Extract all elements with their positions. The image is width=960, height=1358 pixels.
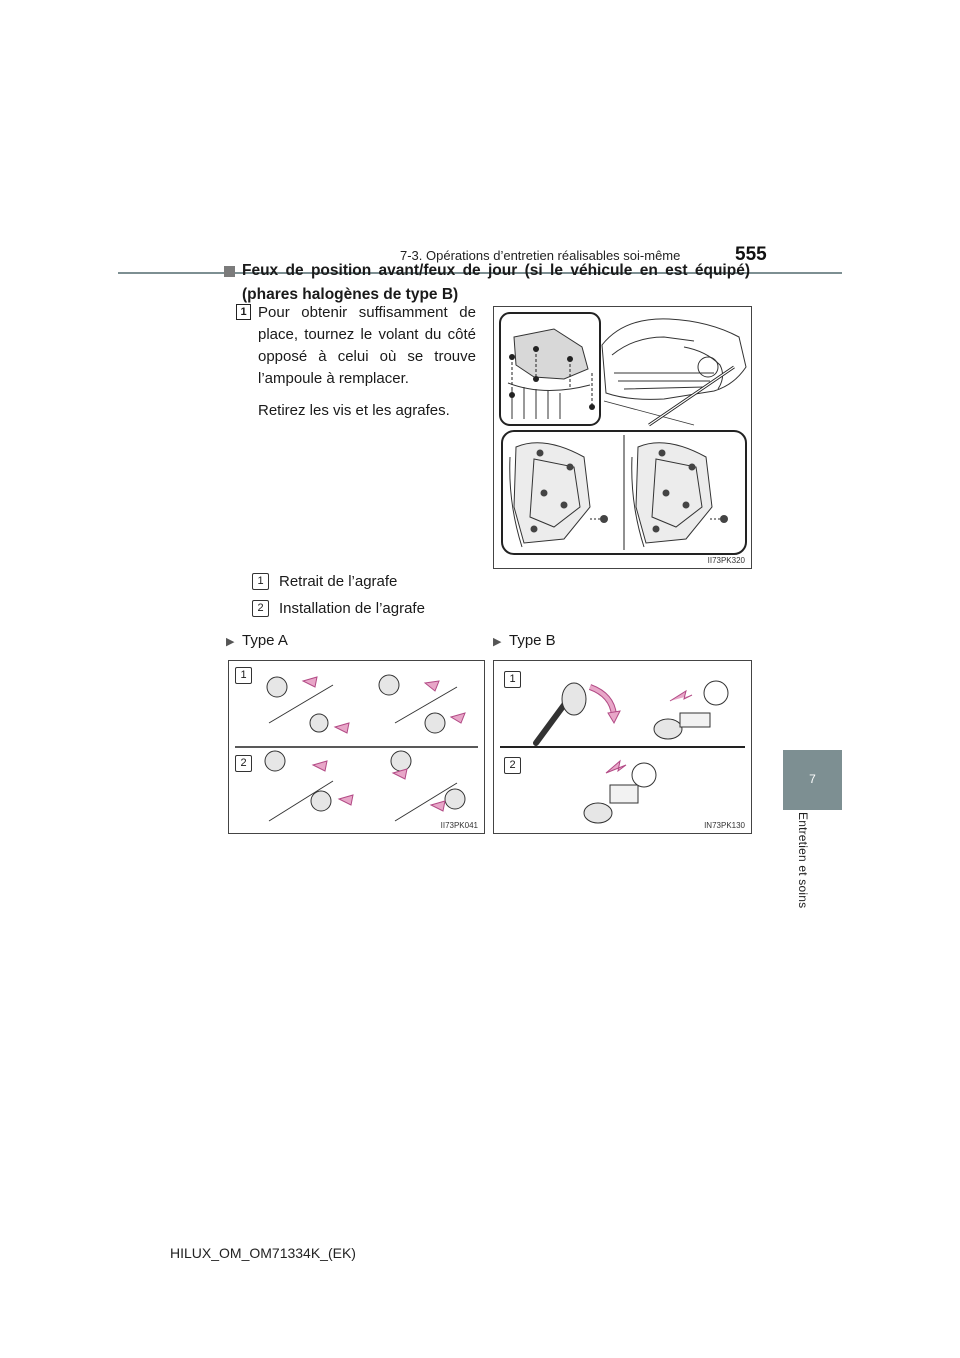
section-title: 7-3. Opérations d’entretien réalisables soi-même (400, 248, 681, 263)
step-badge: 1 (236, 304, 251, 320)
arrow-right-icon: ▶ (493, 636, 502, 648)
heading-bullet-icon (224, 266, 235, 277)
type-a-label: Type A (242, 632, 288, 649)
page-number: 555 (735, 244, 767, 265)
type-b-label: Type B (509, 632, 556, 649)
chapter-tab (783, 750, 842, 810)
callout-2: 2 (504, 757, 521, 774)
document-code: HILUX_OM_OM71334K_(EK) (170, 1245, 356, 1261)
step-paragraph: Retirez les vis et les agrafes. (258, 402, 450, 419)
chapter-title: Entretien et soins (796, 812, 810, 909)
legend-label: Retrait de l’agrafe (279, 573, 398, 590)
figure-code: II73PK320 (707, 556, 745, 565)
type-a-clip-figure (228, 660, 485, 834)
figure-code: II73PK041 (440, 821, 478, 830)
type-b-illustration (494, 661, 751, 833)
callout-1: 1 (235, 667, 252, 684)
chapter-number: 7 (809, 772, 816, 786)
arrow-right-icon: ▶ (226, 636, 235, 648)
callout-2: 2 (235, 755, 252, 772)
type-a-illustration (229, 661, 484, 833)
callout-1: 1 (504, 671, 521, 688)
section-heading: Feux de position avant/feux de jour (si le véhicule en est équipé) (phares halogènes de type B) (242, 262, 750, 303)
step-paragraph: Pour obtenir suffisamment de place, tournez le volant du côté opposé à celui où se trouve l’ampoule à remplacer. (258, 304, 476, 387)
callout-1: 1 (252, 573, 269, 590)
figure-code: IN73PK130 (704, 821, 745, 830)
headlight-removal-figure (493, 306, 752, 569)
step-instructions (258, 302, 476, 422)
legend-label: Installation de l’agrafe (279, 600, 425, 617)
callout-2: 2 (252, 600, 269, 617)
headlight-illustration (494, 307, 751, 568)
type-b-clip-figure (493, 660, 752, 834)
